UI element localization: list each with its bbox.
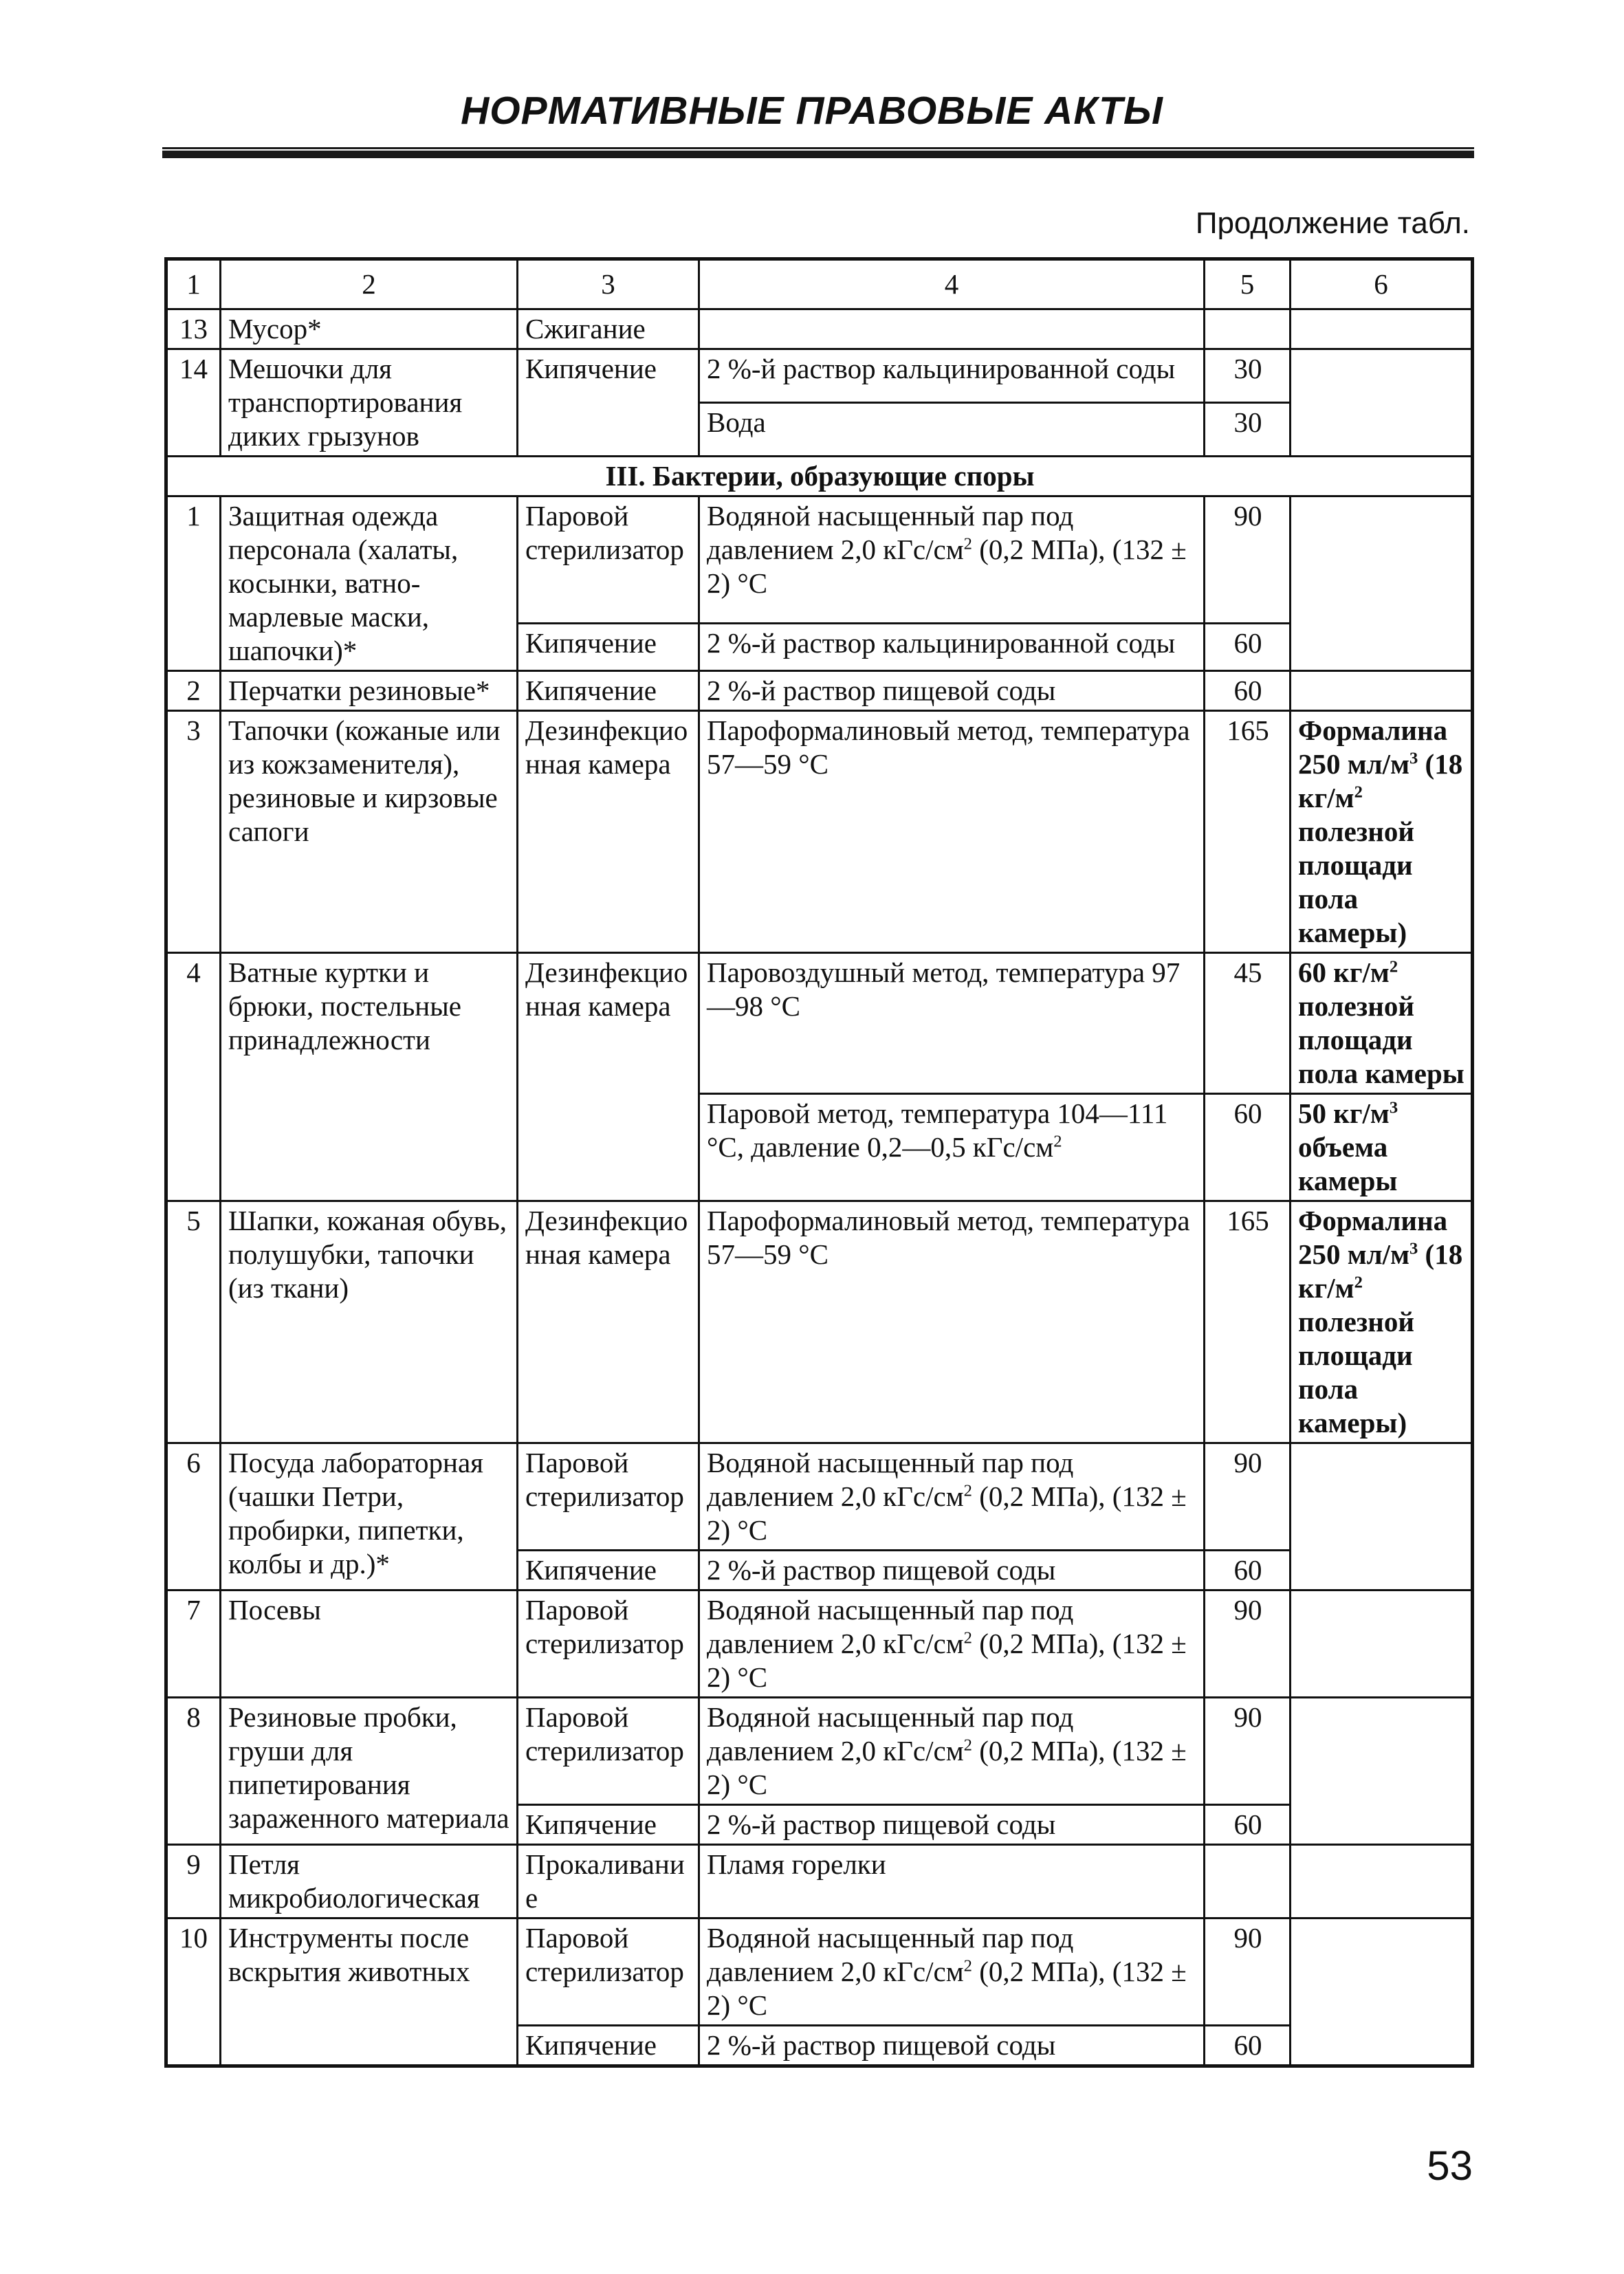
norm-cell — [1291, 349, 1473, 457]
page-number: 53 — [1427, 2143, 1473, 2189]
row-number: 6 — [166, 1443, 221, 1590]
disinfection-table — [164, 257, 1474, 2068]
minutes-cell — [1205, 1845, 1291, 1918]
minutes-cell: 60 — [1205, 624, 1291, 671]
agent-cell: Водяной насыщенный пар под давлением 2,0 кГс/$см^2$ (0,2 МПа), (132 ± 2) °С — [699, 1918, 1205, 2026]
minutes-cell — [1205, 309, 1291, 349]
agent-cell: 2 %-й раствор пищевой соды — [699, 671, 1205, 711]
method-cell: Кипячение — [518, 671, 699, 711]
method-cell: Кипячение — [518, 2026, 699, 2066]
minutes-cell: 90 — [1205, 1590, 1291, 1698]
table-row — [166, 953, 1473, 1094]
method-cell: Паровой стерилизатор — [518, 1918, 699, 2026]
method-cell: Кипячение — [518, 624, 699, 671]
norm-cell: 60 $кг/м^2$ полезной площади пола камеры — [1291, 953, 1473, 1094]
agent-cell: Паровоздушный метод, температура 97—98 °С — [699, 953, 1205, 1094]
row-number: 8 — [166, 1698, 221, 1845]
method-cell: Дезинфекционная камера — [518, 1201, 699, 1443]
column-header: 1 — [166, 259, 221, 309]
agent-cell: Пароформалиновый метод, температура 57—59 °С — [699, 711, 1205, 953]
row-number: 1 — [166, 496, 221, 671]
agent-cell: Пламя горелки — [699, 1845, 1205, 1918]
method-cell: Сжигание — [518, 309, 699, 349]
agent-cell: Вода — [699, 403, 1205, 457]
object-cell: Резиновые пробки, груши для пипетирования зараженного материала — [221, 1698, 518, 1845]
minutes-cell: 90 — [1205, 1918, 1291, 2026]
row-number: 2 — [166, 671, 221, 711]
norm-cell — [1291, 1845, 1473, 1918]
table-continuation-label: Продолжение табл. — [1195, 206, 1470, 240]
row-number: 13 — [166, 309, 221, 349]
row-number: 4 — [166, 953, 221, 1201]
object-cell: Мешочки для транспортирования диких грызунов — [221, 349, 518, 457]
object-cell: Посуда лабораторная (чашки Петри, пробирки, пипетки, колбы и др.)* — [221, 1443, 518, 1590]
header-rule — [162, 147, 1474, 158]
method-cell: Кипячение — [518, 1805, 699, 1845]
norm-cell: 50 $кг/м^3$ объема камеры — [1291, 1094, 1473, 1201]
row-number: 3 — [166, 711, 221, 953]
method-cell: Паровой стерилизатор — [518, 496, 699, 624]
column-header: 5 — [1205, 259, 1291, 309]
agent-cell: Водяной насыщенный пар под давлением 2,0 кГс/$см^2$ (0,2 МПа), (132 ± 2) °С — [699, 1698, 1205, 1805]
norm-cell — [1291, 496, 1473, 671]
minutes-cell: 60 — [1205, 1805, 1291, 1845]
column-header: 6 — [1291, 259, 1473, 309]
table-header-row — [166, 259, 1473, 309]
row-number: 10 — [166, 1918, 221, 2066]
method-cell: Кипячение — [518, 1551, 699, 1590]
minutes-cell: 30 — [1205, 403, 1291, 457]
table-row — [166, 1845, 1473, 1918]
table-row — [166, 671, 1473, 711]
method-cell: Паровой стерилизатор — [518, 1443, 699, 1551]
object-cell: Посевы — [221, 1590, 518, 1698]
column-header: 3 — [518, 259, 699, 309]
table-row — [166, 309, 1473, 349]
agent-cell: 2 %-й раствор пищевой соды — [699, 1805, 1205, 1845]
norm-cell — [1291, 671, 1473, 711]
minutes-cell: 45 — [1205, 953, 1291, 1094]
object-cell: Защитная одежда персонала (халаты, косынки, ватно-марлевые маски, шапочки)* — [221, 496, 518, 671]
row-number: 9 — [166, 1845, 221, 1918]
object-cell: Мусор* — [221, 309, 518, 349]
agent-cell: 2 %-й раствор кальцинированной соды — [699, 349, 1205, 403]
column-header: 2 — [221, 259, 518, 309]
norm-cell: Формалина 250 $мл/м^3$ (18 $кг/м^2$ полезной площади пола камеры) — [1291, 1201, 1473, 1443]
object-cell: Тапочки (кожаные или из кожзаменителя), резиновые и кирзовые сапоги — [221, 711, 518, 953]
norm-cell — [1291, 1443, 1473, 1590]
minutes-cell: 165 — [1205, 711, 1291, 953]
agent-cell: Водяной насыщенный пар под давлением 2,0 кГс/$см^2$ (0,2 МПа), (132 ± 2) °С — [699, 496, 1205, 624]
minutes-cell: 60 — [1205, 2026, 1291, 2066]
table-row — [166, 1698, 1473, 1805]
minutes-cell: 90 — [1205, 496, 1291, 624]
object-cell: Инструменты после вскрытия животных — [221, 1918, 518, 2066]
method-cell: Дезинфекционная камера — [518, 711, 699, 953]
table-row — [166, 1590, 1473, 1698]
method-cell: Паровой стерилизатор — [518, 1590, 699, 1698]
method-cell: Паровой стерилизатор — [518, 1698, 699, 1805]
table-row — [166, 496, 1473, 624]
table-row — [166, 349, 1473, 403]
method-cell: Дезинфекционная камера — [518, 953, 699, 1201]
norm-cell: Формалина 250 $мл/м^3$ (18 $кг/м^2$ полезной площади пола камеры) — [1291, 711, 1473, 953]
table-row — [166, 1918, 1473, 2026]
object-cell: Перчатки резиновые* — [221, 671, 518, 711]
agent-cell: Пароформалиновый метод, температура 57—59 °С — [699, 1201, 1205, 1443]
row-number: 5 — [166, 1201, 221, 1443]
agent-cell — [699, 309, 1205, 349]
object-cell: Шапки, кожаная обувь, полушубки, тапочки (из ткани) — [221, 1201, 518, 1443]
norm-cell — [1291, 1698, 1473, 1845]
minutes-cell: 60 — [1205, 671, 1291, 711]
minutes-cell: 90 — [1205, 1443, 1291, 1551]
minutes-cell: 60 — [1205, 1551, 1291, 1590]
agent-cell: 2 %-й раствор кальцинированной соды — [699, 624, 1205, 671]
table-row — [166, 1443, 1473, 1551]
method-cell: Кипячение — [518, 349, 699, 457]
section-row — [166, 457, 1473, 496]
agent-cell: Водяной насыщенный пар под давлением 2,0 кГс/$см^2$ (0,2 МПа), (132 ± 2) °С — [699, 1443, 1205, 1551]
norm-cell — [1291, 1590, 1473, 1698]
object-cell: Петля микробиологическая — [221, 1845, 518, 1918]
minutes-cell: 60 — [1205, 1094, 1291, 1201]
method-cell: Прокаливание — [518, 1845, 699, 1918]
row-number: 7 — [166, 1590, 221, 1698]
column-header: 4 — [699, 259, 1205, 309]
minutes-cell: 90 — [1205, 1698, 1291, 1805]
norm-cell — [1291, 309, 1473, 349]
norm-cell — [1291, 1918, 1473, 2066]
agent-cell: Паровой метод, температура 104—111 °С, давление 0,2—0,5 кГс/$см^2$ — [699, 1094, 1205, 1201]
agent-cell: Водяной насыщенный пар под давлением 2,0 кГс/$см^2$ (0,2 МПа), (132 ± 2) °С — [699, 1590, 1205, 1698]
page-header-title: НОРМАТИВНЫЕ ПРАВОВЫЕ АКТЫ — [461, 89, 1163, 133]
minutes-cell: 30 — [1205, 349, 1291, 403]
minutes-cell: 165 — [1205, 1201, 1291, 1443]
section-title: III. Бактерии, образующие споры — [166, 457, 1473, 496]
agent-cell: 2 %-й раствор пищевой соды — [699, 2026, 1205, 2066]
row-number: 14 — [166, 349, 221, 457]
agent-cell: 2 %-й раствор пищевой соды — [699, 1551, 1205, 1590]
object-cell: Ватные куртки и брюки, постельные принадлежности — [221, 953, 518, 1201]
table-row — [166, 711, 1473, 953]
table-row — [166, 1201, 1473, 1443]
